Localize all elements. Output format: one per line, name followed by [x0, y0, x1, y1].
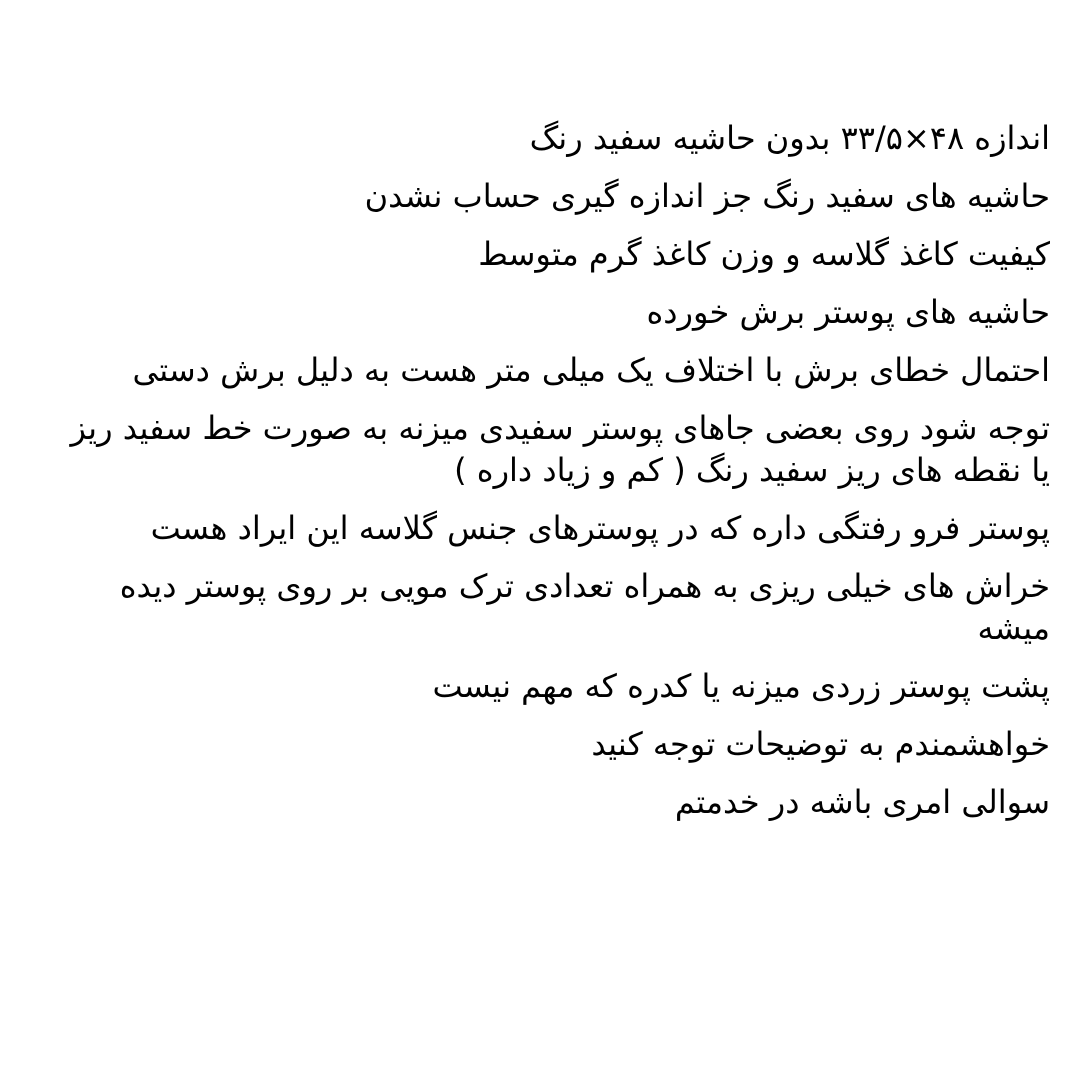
- note-dents: پوستر فرو رفتگی داره که در پوسترهای جنس گلاسه این ایراد هست: [150, 509, 1050, 547]
- note-trimmed-edges: حاشیه های پوستر برش خورده: [646, 293, 1050, 331]
- note-white-marks: توجه شود روی بعضی جاهای پوستر سفیدی میزنه به صورت خط سفید ریز یا نقطه های ریز سفید رنگ ( کم و زیاد داره ): [70, 409, 1050, 489]
- note-scratches: خراش های خیلی ریزی به همراه تعدادی ترک مویی بر روی پوستر دیده میشه: [119, 567, 1050, 647]
- note-back-yellowing: پشت پوستر زردی میزنه یا کدره که مهم نیست: [432, 667, 1050, 705]
- note-white-borders: حاشیه های سفید رنگ جز اندازه گیری حساب نشدن: [364, 177, 1050, 215]
- product-notes: [60, 117, 1050, 839]
- note-paper-quality: کیفیت کاغذ گلاسه و وزن کاغذ گرم متوسط: [478, 235, 1050, 273]
- note-read-description: خواهشمندم به توضیحات توجه کنید: [591, 725, 1050, 763]
- note-size: اندازه ۴۸×۳۳/۵ بدون حاشیه سفید رنگ: [529, 119, 1050, 157]
- note-cutting-error: احتمال خطای برش با اختلاف یک میلی متر هست به دلیل برش دستی: [132, 351, 1050, 389]
- note-questions: سوالی امری باشه در خدمتم: [674, 783, 1050, 821]
